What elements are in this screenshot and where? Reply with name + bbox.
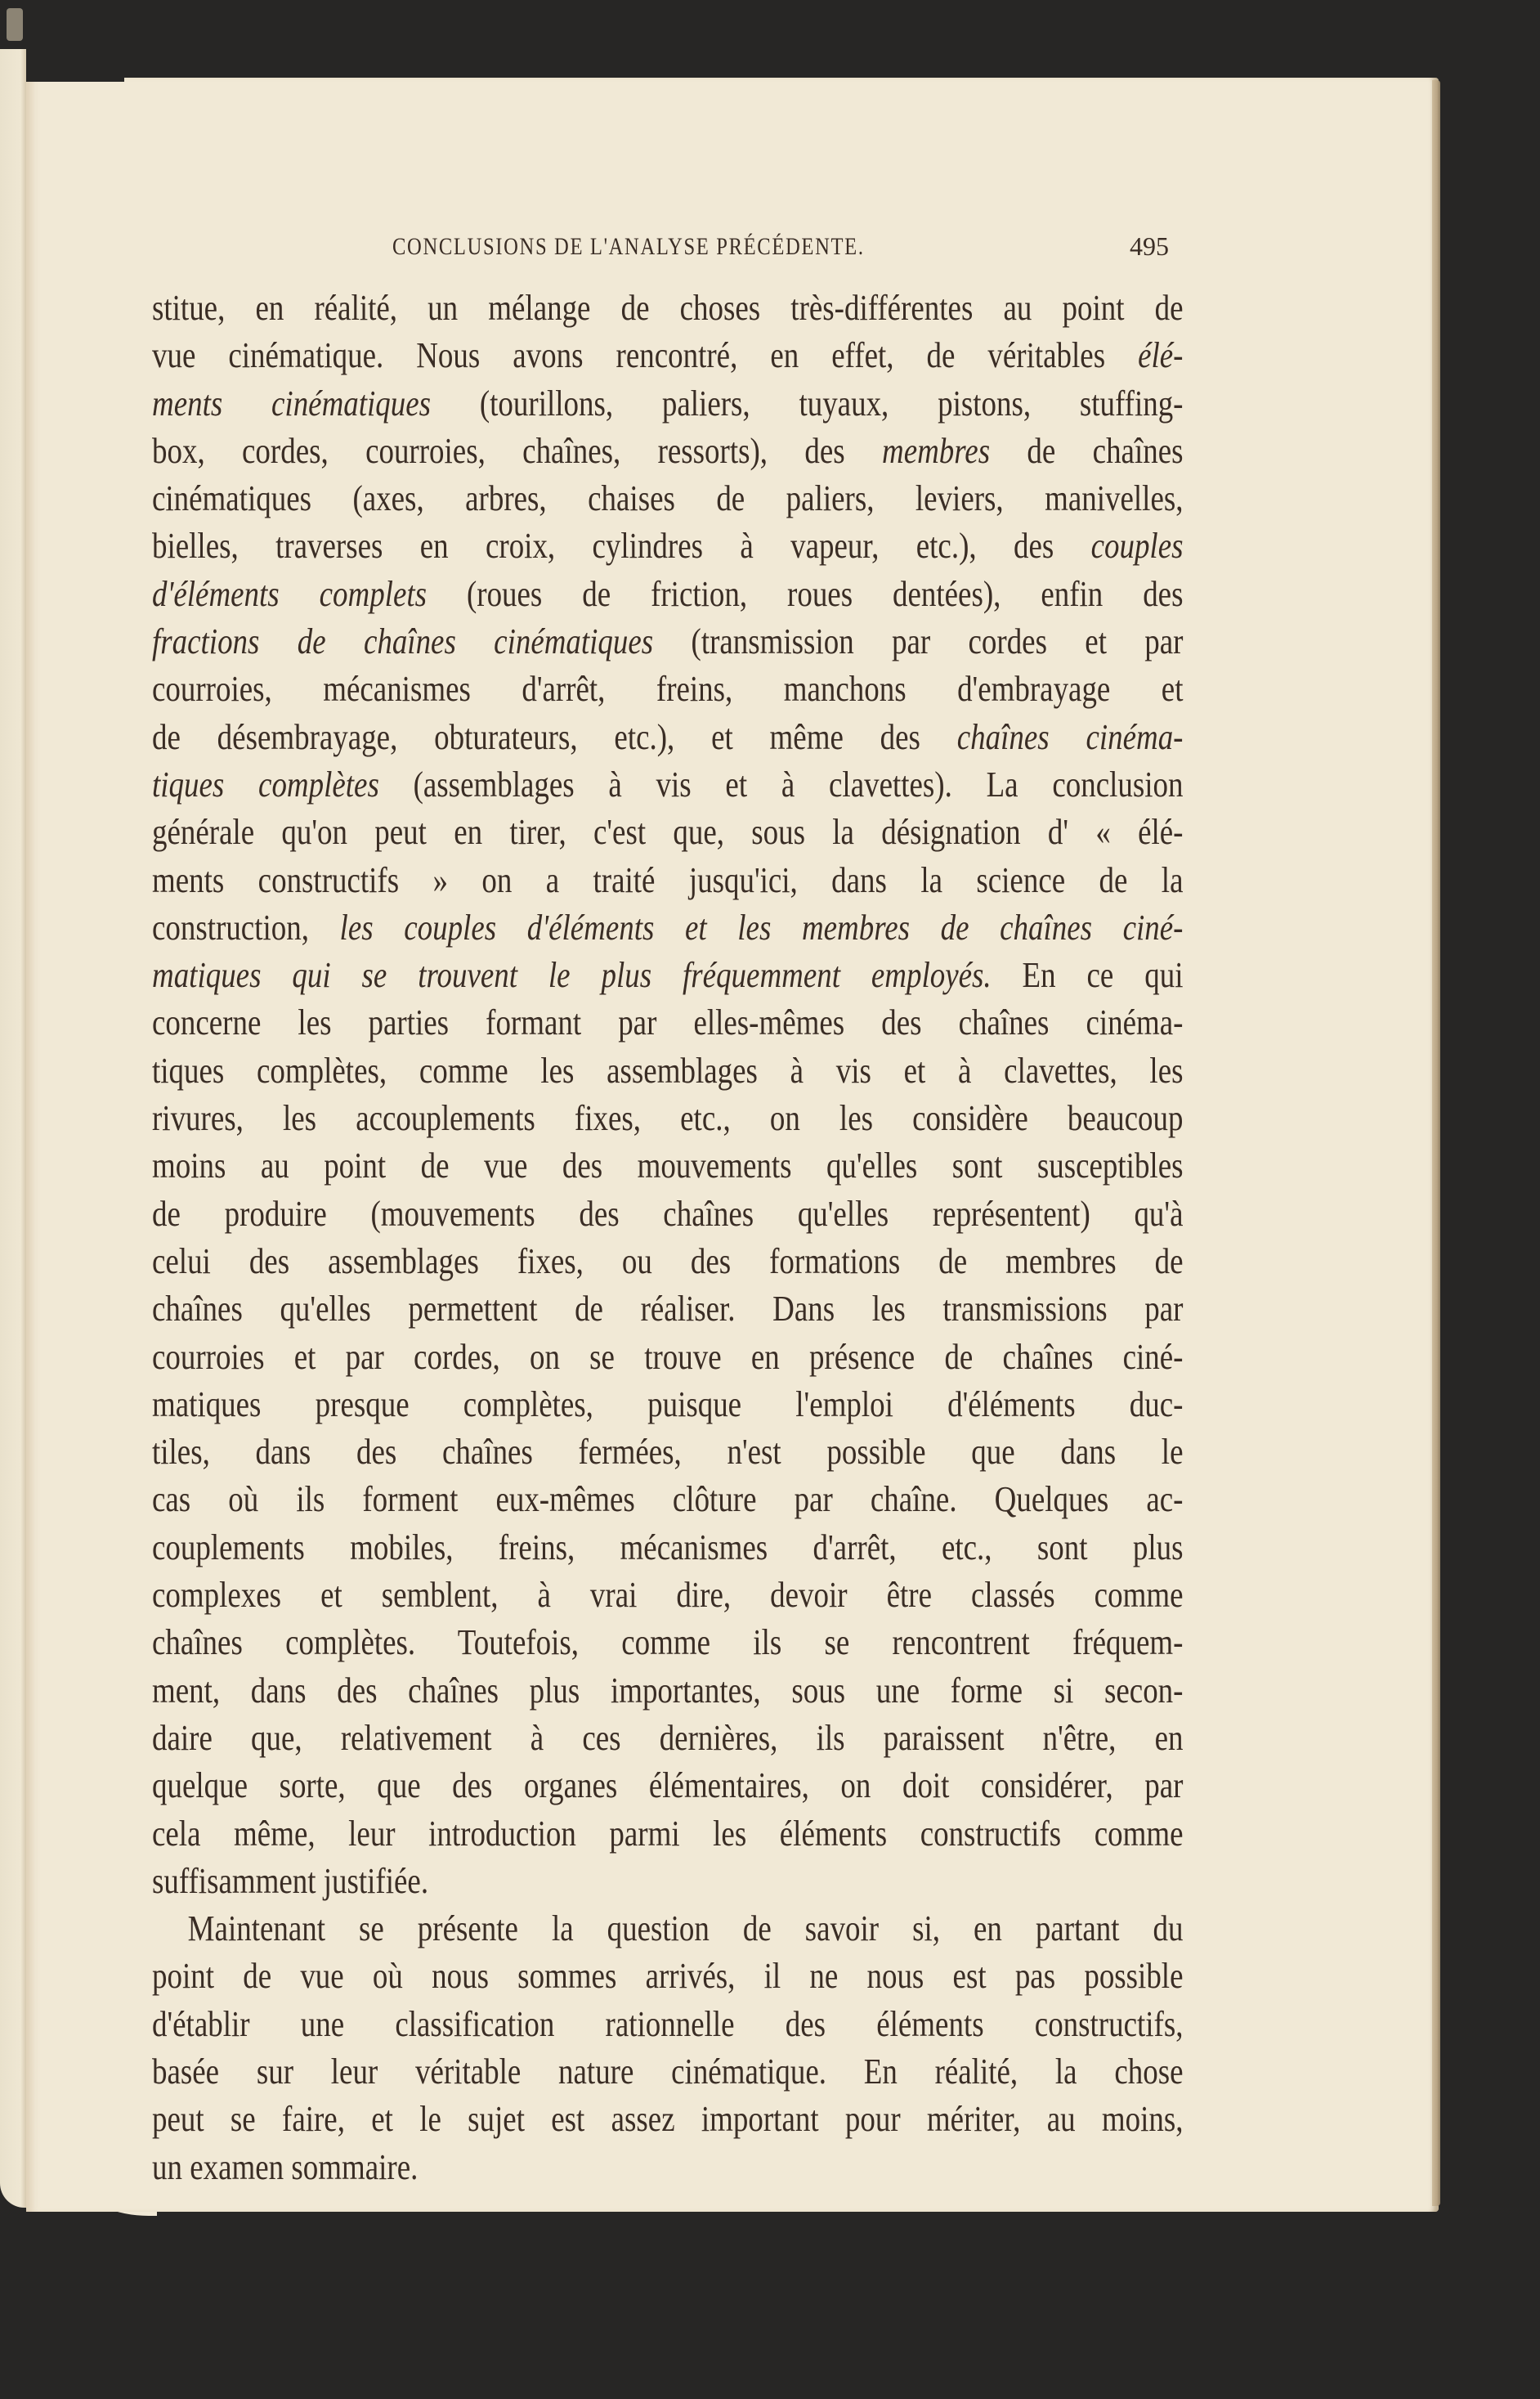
text-line: [152, 428, 1183, 475]
text-line: [152, 1381, 1183, 1428]
italic-phrase: membres: [882, 430, 991, 471]
text-run: chaînes qu'elles permettent de réaliser. Dans les transmissions par: [152, 1289, 1184, 1330]
text-run: suffisamment justifiée.: [152, 1860, 429, 1901]
text-line: [152, 2096, 1183, 2143]
text-line: [152, 666, 1183, 713]
text-line: [152, 1238, 1183, 1285]
text-line: [152, 332, 1183, 379]
text-run: chaînes complètes. Toutefois, comme ils se rencontrent fréquem-: [152, 1622, 1184, 1663]
text-run: cinématiques (axes, arbres, chaises de paliers, leviers, manivelles,: [152, 478, 1184, 519]
page-fore-edge: [1432, 80, 1440, 2206]
text-run: basée sur leur véritable nature cinématique. En réalité, la chose: [152, 2051, 1184, 2092]
text-run: de chaînes: [990, 430, 1184, 471]
text-line: [152, 1953, 1183, 2000]
text-line: [152, 1905, 1183, 1953]
page-number: 495: [1130, 231, 1169, 261]
text-line: [152, 1476, 1183, 1523]
text-run: cas où ils forment eux-mêmes clôture par chaîne. Quelques ac-: [152, 1479, 1184, 1520]
text-line: [152, 1524, 1183, 1572]
text-run: box, cordes, courroies, chaînes, ressorts), des: [152, 430, 883, 471]
text-line: [152, 2001, 1183, 2048]
text-line: [152, 1619, 1183, 1666]
text-line: [152, 1428, 1183, 1476]
text-line: [152, 1285, 1183, 1333]
text-line: [152, 1715, 1183, 1762]
italic-phrase: fractions de chaînes cinématiques: [152, 621, 654, 662]
text-run: point de vue où nous sommes arrivés, il ne nous est pas possible: [152, 1956, 1184, 1997]
text-line: [152, 1762, 1183, 1809]
italic-phrase: élé-: [1138, 335, 1184, 376]
text-line: [152, 1095, 1183, 1142]
text-line: [152, 1667, 1183, 1715]
text-line: [152, 904, 1183, 952]
text-run: construction,: [152, 907, 340, 948]
text-run: couplements mobiles, freins, mécanismes d'arrêt, etc., sont plus: [152, 1527, 1184, 1567]
text-run: vue cinématique. Nous avons rencontré, en effet, de véritables: [152, 335, 1139, 376]
text-line: [152, 571, 1183, 618]
text-run: daire que, relativement à ces dernières, ils paraissent n'être, en: [152, 1717, 1184, 1758]
facing-page-edge: [0, 49, 29, 2208]
text-line: [152, 952, 1183, 999]
text-run: tiles, dans des chaînes fermées, n'est possible que dans le: [152, 1432, 1184, 1473]
text-line: [152, 1142, 1183, 1190]
text-run: d'établir une classification rationnelle des éléments constructifs,: [152, 2003, 1184, 2044]
italic-phrase: couples: [1090, 526, 1184, 567]
text-line: [152, 1810, 1183, 1858]
text-run: (transmission par cordes et par: [653, 621, 1184, 662]
text-run: peut se faire, et le sujet est assez important pour mériter, au moins,: [152, 2099, 1184, 2140]
text-line: [152, 999, 1183, 1047]
text-run: (tourillons, paliers, tuyaux, pistons, stuffing-: [431, 383, 1184, 424]
running-head-title: CONCLUSIONS DE L'ANALYSE PRÉCÉDENTE.: [392, 233, 865, 260]
text-run: En ce qui: [991, 955, 1184, 996]
running-header: [147, 233, 1202, 274]
italic-phrase: ments cinématiques: [152, 383, 432, 424]
italic-phrase: les couples d'éléments et les membres de chaînes ciné-: [339, 907, 1184, 948]
text-line: [152, 285, 1183, 332]
italic-phrase: d'éléments complets: [152, 573, 428, 614]
text-line: [152, 857, 1183, 904]
text-run: complexes et semblent, à vrai dire, devoir être classés comme: [152, 1575, 1184, 1616]
text-run: matiques presque complètes, puisque l'emploi d'éléments duc-: [152, 1383, 1184, 1424]
text-run: tiques complètes, comme les assemblages à vis et à clavettes, les: [152, 1050, 1184, 1091]
text-run: quelque sorte, que des organes élémentaires, on doit considérer, par: [152, 1765, 1184, 1806]
text-run: celui des assemblages fixes, ou des formations de membres de: [152, 1240, 1184, 1281]
text-run: concerne les parties formant par elles-mêmes des chaînes cinéma-: [152, 1002, 1184, 1043]
text-line: [152, 1858, 1183, 1905]
text-line: [152, 522, 1183, 570]
italic-phrase: chaînes cinéma-: [956, 716, 1184, 757]
text-run: de désembrayage, obturateurs, etc.), et même des: [152, 716, 957, 757]
text-run: moins au point de vue des mouvements qu'elles sont susceptibles: [152, 1146, 1184, 1186]
text-line: [152, 809, 1183, 856]
text-run: de produire (mouvements des chaînes qu'elles représentent) qu'à: [152, 1193, 1184, 1234]
text-run: (roues de friction, roues dentées), enfin des: [427, 573, 1184, 614]
text-run: rivures, les accouplements fixes, etc., on les considère beaucoup: [152, 1098, 1184, 1139]
text-run: courroies et par cordes, on se trouve en présence de chaînes ciné-: [152, 1336, 1184, 1377]
text-line: [152, 714, 1183, 761]
text-line: [152, 1334, 1183, 1381]
text-run: stitue, en réalité, un mélange de choses très-différentes au point de: [152, 288, 1184, 328]
text-run: ments constructifs » on a traité jusqu'ici, dans la science de la: [152, 859, 1184, 900]
text-line: [152, 1047, 1183, 1095]
text-run: cela même, leur introduction parmi les éléments constructifs comme: [152, 1813, 1184, 1854]
text-run: un examen sommaire.: [152, 2146, 419, 2187]
book-spine-top: [7, 8, 23, 41]
italic-phrase: matiques qui se trouvent le plus fréquemment employés.: [152, 955, 992, 996]
text-run: Maintenant se présente la question de savoir si, en partant du: [187, 1908, 1184, 1949]
text-run: ment, dans des chaînes plus importantes, sous une forme si secon-: [152, 1670, 1184, 1711]
text-line: [152, 475, 1183, 522]
italic-phrase: tiques complètes: [152, 764, 379, 805]
text-run: courroies, mécanismes d'arrêt, freins, manchons d'embrayage et: [152, 669, 1184, 710]
text-line: [152, 1572, 1183, 1619]
text-line: [152, 1191, 1183, 1238]
text-line: [152, 2048, 1183, 2096]
text-run: générale qu'on peut en tirer, c'est que, sous la désignation d' « élé-: [152, 812, 1184, 853]
text-line: [152, 618, 1183, 666]
text-line: [152, 2144, 1183, 2191]
text-run: (assemblages à vis et à clavettes). La conclusion: [378, 764, 1184, 805]
body-text: [152, 285, 1184, 2191]
text-line: [152, 380, 1183, 428]
text-run: bielles, traverses en croix, cylindres à vapeur, etc.), des: [152, 526, 1091, 567]
text-line: [152, 761, 1183, 809]
